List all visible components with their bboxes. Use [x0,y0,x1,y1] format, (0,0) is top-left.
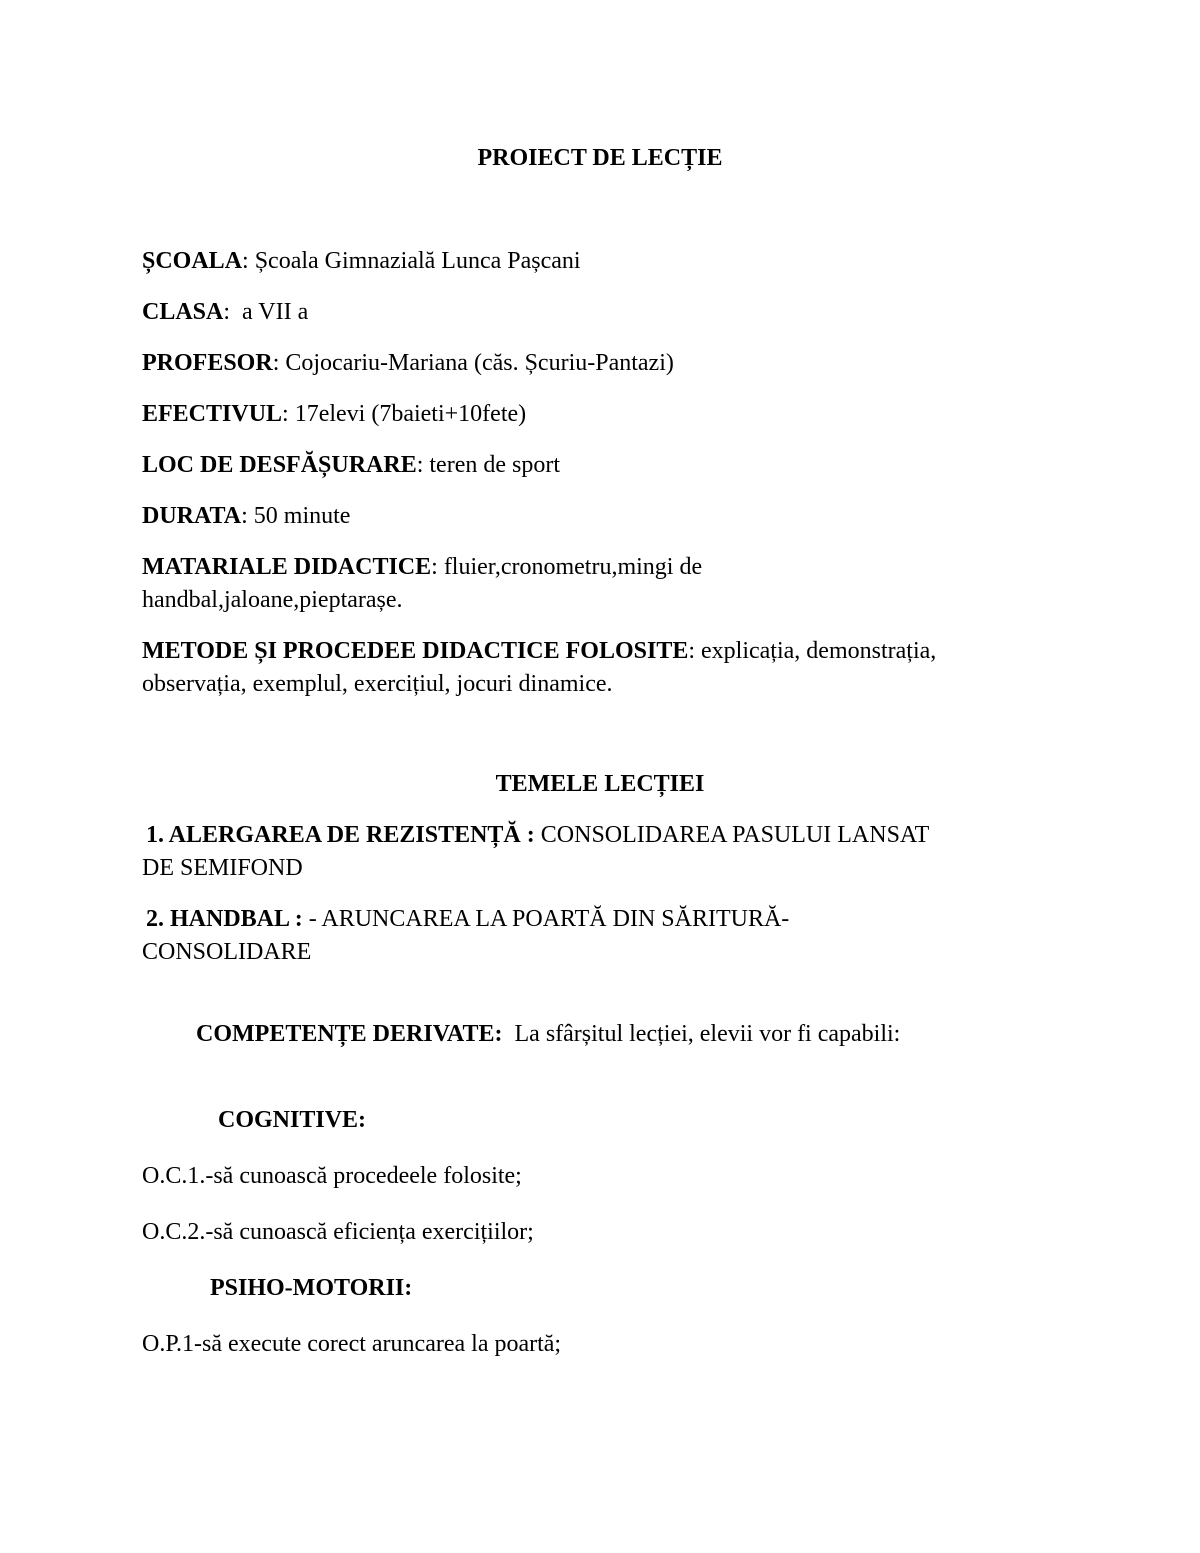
competente-label: COMPETENȚE DERIVATE: [196,1021,503,1047]
info-materiale-value-1: fluier,cronometru,mingi de [443,554,703,580]
competente-text: La sfârșitul lecției, elevii vor fi capabili: [514,1021,901,1047]
info-profesor-colon: : [272,350,286,376]
info-efectivul [142,398,526,431]
tema-item-2-label: 2. HANDBAL : [146,906,303,932]
info-efectivul-colon: : [282,401,295,427]
info-loc-label: LOC DE DESFĂȘURARE [142,452,417,478]
info-materiale-value-2: handbal,jaloane,pieptarașe. [142,587,403,613]
tema-item-2 [146,903,789,936]
info-durata-value: 50 minute [253,503,351,529]
tema-item-1-text-2: DE SEMIFOND [142,855,303,881]
info-loc-value: teren de sport [429,452,561,478]
tema-item-2-text-1: - ARUNCAREA LA POARTĂ DIN SĂRITURĂ- [308,906,790,932]
info-profesor-label: PROFESOR [142,350,273,376]
info-clasa-colon: : [223,299,243,325]
info-scoala-value: Școala Gimnazială Lunca Pașcani [254,248,581,274]
info-clasa-value: a VII a [242,299,309,325]
info-scoala-colon: : [242,248,255,274]
info-loc [142,449,560,482]
info-durata-label: DURATA [142,503,242,529]
info-metode-value-1: explicația, demonstrația, [701,638,937,664]
info-materiale-colon: : [431,554,444,580]
info-metode-value-2: observația, exemplul, exercițiul, jocuri dinamice. [142,671,613,697]
info-materiale-label: MATARIALE DIDACTICE [142,554,432,580]
info-metode [142,635,936,668]
info-loc-colon: : [416,452,430,478]
teme-heading: TEMELE LECȚIEI [495,771,705,797]
info-clasa [142,296,308,329]
info-efectivul-label: EFECTIVUL [142,401,283,427]
info-profesor [142,347,674,380]
info-efectivul-value: 17elevi (7baieti+10fete) [294,401,527,427]
info-profesor-value: Cojocariu-Mariana (căs. Șcuriu-Pantazi) [285,350,674,376]
page-title: PROIECT DE LECȚIE [477,145,723,171]
info-scoala [142,245,581,278]
info-metode-colon: : [688,638,702,664]
info-scoala-label: ȘCOALA [142,248,243,274]
tema-item-1-label: 1. ALERGAREA DE REZISTENȚĂ : [146,822,535,848]
info-clasa-label: CLASA [142,299,224,325]
tema-item-1-text-1: CONSOLIDAREA PASULUI LANSAT [540,822,930,848]
tema-item-2-text-2: CONSOLIDARE [142,939,312,965]
tema-item-1 [146,819,929,852]
info-durata-colon: : [241,503,254,529]
psihomotorii-heading: PSIHO-MOTORII: [210,1275,413,1301]
cognitive-item-1: O.C.1.-să cunoască procedeele folosite; [142,1163,522,1189]
cognitive-item-2: O.C.2.-să cunoască eficiența exercițiilor; [142,1219,534,1245]
info-materiale [142,551,702,584]
competente-line [196,1018,900,1051]
info-metode-label: METODE ȘI PROCEDEE DIDACTICE FOLOSITE [142,638,689,664]
info-durata [142,500,350,533]
psihomotorii-item-1: O.P.1-să execute corect aruncarea la poartă; [142,1331,562,1357]
cognitive-heading: COGNITIVE: [218,1107,367,1133]
